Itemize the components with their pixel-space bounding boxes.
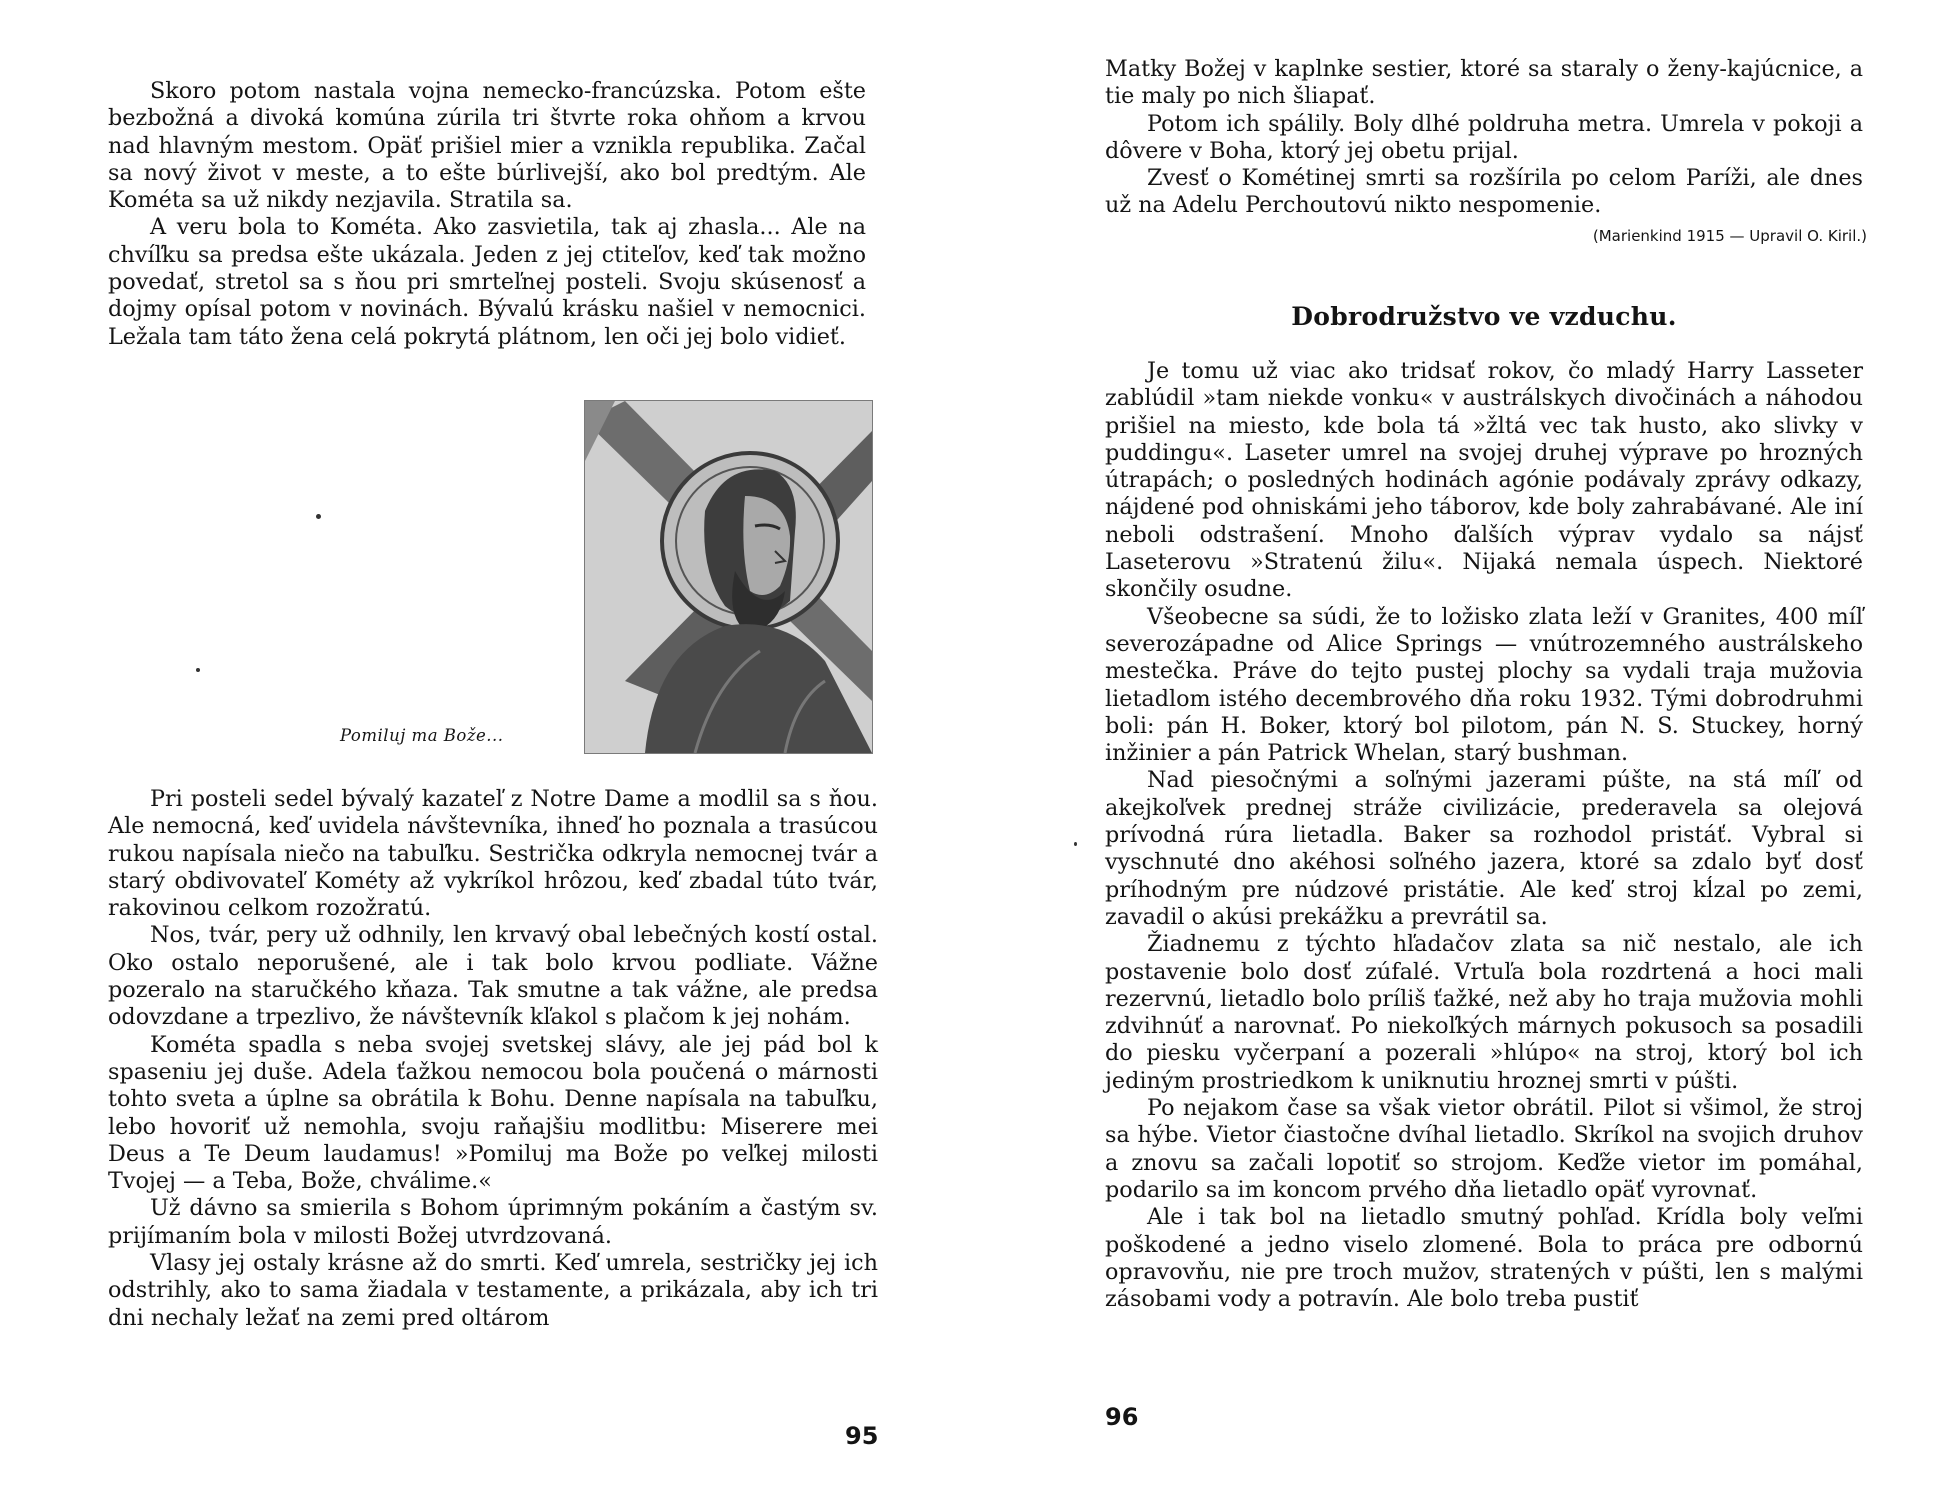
right-page: [975, 0, 1950, 1500]
paragraph: Matky Božej v kaplnke sestier, ktoré sa staraly o ženy-kajúcnice, a tie maly po nich šliapať.: [1105, 56, 1863, 110]
left-top-text: [108, 78, 866, 351]
left-bottom-text: [108, 786, 878, 1332]
article-heading: Dobrodružstvo ve vzduchu.: [1291, 302, 1677, 331]
paragraph: Ale i tak bol na lietadlo smutný pohľad. Krídla boly veľmi poškodené a jedno viselo zlomené. Bola to práca pre odbornú opravovňu, nie pre troch mužov, stratených v púšti, len s malými zásobami vody a potravín. Ale bolo treba pustiť: [1105, 1204, 1863, 1313]
right-top-text: [1105, 56, 1867, 248]
paragraph: Nad piesočnými a soľnými jazerami púšte, na stá míľ od akejkoľvek prednej stráže civilizácie, prederavela sa olejová prívodná rúra lietadla. Baker sa rozhodol pristáť. Vybral si vyschnuté dno akéhosi soľného jazera, ktoré sa zdalo byť dosť príhodným pre núdzové pristátie. Ale keď stroj kĺzal po zemi, zavadil o akúsi prekážku a prevrátil sa.: [1105, 767, 1863, 930]
paragraph: Po nejakom čase sa však vietor obrátil. Pilot si všimol, že stroj sa hýbe. Vietor čiastočne dvíhal lietadlo. Skríkol na svojich druhov a znovu sa začali lopotiť so strojom. Keďže vietor im pomáhal, podarilo sa im koncom prvého dňa lietadlo opäť vyrovnať.: [1105, 1095, 1863, 1203]
paragraph: Zvesť o Kométinej smrti sa rozšírila po celom Paríži, ale dnes už na Adelu Perchoutovú nikto nespomenie.: [1105, 165, 1863, 219]
article-heading-wrap: [1105, 302, 1863, 331]
right-body-text: [1105, 358, 1863, 1313]
paragraph: Pri posteli sedel bývalý kazateľ z Notre Dame a modlil sa s ňou. Ale nemocná, keď uvidela návštevníka, ihneď ho poznala a trasúcou rukou napísala niečo na tabuľku. Sestrička odkryla nemocnej tvár a starý obdivovateľ Kométy až vykríkol hrôzou, keď zbadal túto tvár, rakovinou celkom rozožratú.: [108, 786, 878, 922]
paragraph: Všeobecne sa súdi, že to ložisko zlata leží v Granites, 400 míľ severozápadne od Alice Springs — vnútrozemného austrálskeho mestečka. Práve do tejto pustej plochy sa vydali traja mužovia lietadlom istého decembrového dňa roku 1932. Tými dobrodruhmi boli: pán H. Boker, ktorý bol pilotom, pán N. S. Stuckey, horný inžinier a pán Patrick Whelan, starý bushman.: [1105, 603, 1863, 767]
print-speck: [1074, 842, 1077, 846]
paragraph: Potom ich spálily. Boly dlhé poldruha metra. Umrela v pokoji a dôvere v Boha, ktorý jej obetu prijal.: [1105, 110, 1863, 164]
paragraph: Skoro potom nastala vojna nemecko-francúzska. Potom ešte bezbožná a divoká komúna zúrila tri štvrte roka ohňom a krvou nad hlavným mestom. Opäť prišiel mier a vznikla republika. Začal sa nový život v meste, a to ešte búrlivejší, ako bol predtým. Ale Kométa sa už nikdy nezjavila. Stratila sa.: [108, 78, 866, 214]
source-citation: (Marienkind 1915 — Upravil O. Kiril.): [1592, 226, 1867, 245]
christ-with-cross-illustration: [584, 400, 873, 754]
figure-caption: Pomiluj ma Bože...: [340, 726, 504, 745]
paragraph: Vlasy jej ostaly krásne až do smrti. Keď umrela, sestričky jej ich odstrihly, ako to sama žiadala v testamente, a prikázala, aby ich tri dni nechaly ležať na zemi pred oltárom: [108, 1250, 878, 1331]
paragraph: Žiadnemu z týchto hľadačov zlata sa nič nestalo, ale ich postavenie bolo dosť zúfalé. Vrtuľa bola rozdrtená a hoci mali rezervnú, lietadlo bolo príliš ťažké, než aby ho traja mužovia mohli zdvihnúť a narovnať. Po niekoľkých márnych pokusoch sa posadili do piesku vyčerpaní a pozerali »hlúpo« na stroj, ktorý bol ich jediným prostriedkom k uniknutiu hroznej smrti v púšti.: [1105, 931, 1863, 1094]
paragraph: Je tomu už viac ako tridsať rokov, čo mladý Harry Lasseter zablúdil »tam niekde vonku« v austrálskych divočinách a náhodou prišiel na miesto, kde bola tá »žltá vec tak husto, ako slivky v puddingu«. Laseter umrel na svojej druhej výprave po hrozných útrapách; o posledných hodinách agónie podávaly zprávy odkazy, nájdené pod ohniskámi jeho táborov, kde boly zahrabávané. Ale iní neboli odstrašení. Mnoho ďalších výprav vydalo sa nájsť Laseterovu »Stratenú žilu«. Nijaká nemala úspech. Niektoré skončily osudne.: [1105, 358, 1863, 603]
page-number: 96: [1105, 1403, 1139, 1431]
paragraph: Už dávno sa smierila s Bohom úprimným pokáním a častým sv. prijímaním bola v milosti Božej utvrdzovaná.: [108, 1195, 878, 1249]
illustration-svg: [585, 401, 872, 753]
paragraph: Nos, tvár, pery už odhnily, len krvavý obal lebečných kostí ostal. Oko ostalo neporušené, ale i tak bolo krvou podliate. Vážne pozeralo na staručkého kňaza. Tak smutne a tak vážne, ale predsa odovzdane a trpezlivo, že návštevník kľakol s plačom k jej nohám.: [108, 922, 878, 1031]
page-number: 95: [845, 1422, 879, 1450]
paragraph: A veru bola to Kométa. Ako zasvietila, tak aj zhasla... Ale na chvíľku sa predsa ešte ukázala. Jeden z jej ctiteľov, keď tak možno povedať, stretol sa s ňou pri smrteľnej posteli. Svoju skúsenosť a dojmy opísal potom v novinách. Bývalú krásku našiel v nemocnici. Ležala tam táto žena celá pokrytá plátnom, len oči jej bolo vidieť.: [108, 214, 866, 350]
print-speck: [316, 514, 321, 519]
print-speck: [196, 668, 200, 672]
paragraph: Kométa spadla s neba svojej svetskej slávy, ale jej pád bol k spaseniu jej duše. Adela ťažkou nemocou bola poučená o márnosti tohto sveta a úplne sa obrátila k Bohu. Denne napísala na tabuľku, lebo hovoriť už nemohla, svoju raňajšiu modlitbu: Miserere mei Deus a Te Deum laudamus! »Pomiluj ma Bože po veľkej milosti Tvojej — a Teba, Bože, chválime.«: [108, 1031, 878, 1195]
